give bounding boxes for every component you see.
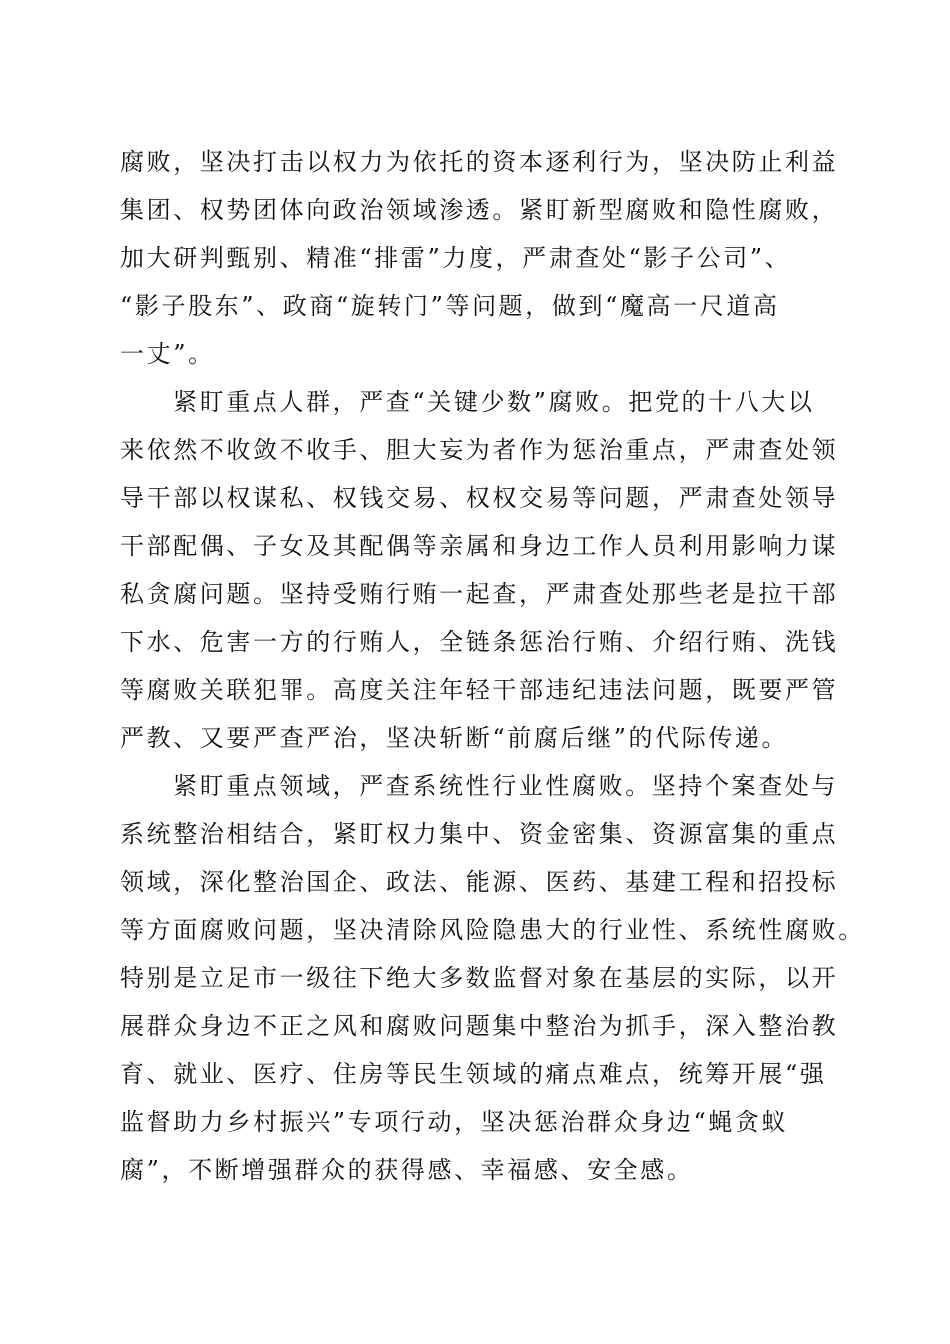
paragraph-line: “影子股东”、政商“旋转门”等问题，做到“魔高一尺道高 xyxy=(120,292,780,320)
paragraph xyxy=(120,138,840,378)
paragraph-line: 特别是立足市一级往下绝大多数监督对象在基层的实际，以开 xyxy=(120,964,839,992)
paragraph-line: 紧盯重点领域，严查系统性行业性腐败。坚持个案查处与 xyxy=(173,772,838,800)
paragraph xyxy=(120,762,865,1194)
paragraph-line: 一丈”。 xyxy=(120,340,215,368)
paragraph-line: 来依然不收敛不收手、胆大妄为者作为惩治重点，严肃查处领 xyxy=(120,436,839,464)
paragraph-line: 领域，深化整治国企、政法、能源、医药、基建工程和招投标 xyxy=(120,868,839,896)
paragraph-line: 等方面腐败问题，坚决清除风险隐患大的行业性、系统性腐败。 xyxy=(120,916,865,944)
paragraph xyxy=(120,378,840,762)
paragraph-line: 腐”，不断增强群众的获得感、幸福感、安全感。 xyxy=(120,1156,694,1184)
paragraph-line: 系统整治相结合，紧盯权力集中、资金密集、资源富集的重点 xyxy=(120,820,839,848)
document-body xyxy=(120,138,865,1194)
paragraph-line: 紧盯重点人群，严查“关键少数”腐败。把党的十八大以 xyxy=(173,388,815,416)
paragraph-line: 导干部以权谋私、权钱交易、权权交易等问题，严肃查处领导 xyxy=(120,484,839,512)
paragraph-line: 展群众身边不正之风和腐败问题集中整治为抓手，深入整治教 xyxy=(120,1012,839,1040)
paragraph-line: 监督助力乡村振兴”专项行动，坚决惩治群众身边“蝇贪蚁 xyxy=(120,1108,789,1136)
paragraph-line: 干部配偶、子女及其配偶等亲属和身边工作人员利用影响力谋 xyxy=(120,532,839,560)
paragraph-line: 腐败，坚决打击以权力为依托的资本逐利行为，坚决防止利益 xyxy=(120,148,839,176)
paragraph-line: 集团、权势团体向政治领域渗透。紧盯新型腐败和隐性腐败， xyxy=(120,196,839,224)
paragraph-line: 加大研判甄别、精准“排雷”力度，严肃查处“影子公司”、 xyxy=(120,244,792,272)
paragraph-line: 私贪腐问题。坚持受贿行贿一起查，严肃查处那些老是拉干部 xyxy=(120,580,839,608)
paragraph-line: 严教、又要严查严治，坚决斩断“前腐后继”的代际传递。 xyxy=(120,724,789,752)
paragraph-line: 等腐败关联犯罪。高度关注年轻干部违纪违法问题，既要严管 xyxy=(120,676,839,704)
paragraph-line: 下水、危害一方的行贿人，全链条惩治行贿、介绍行贿、洗钱 xyxy=(120,628,839,656)
paragraph-line: 育、就业、医疗、住房等民生领域的痛点难点，统筹开展“强 xyxy=(120,1060,827,1088)
